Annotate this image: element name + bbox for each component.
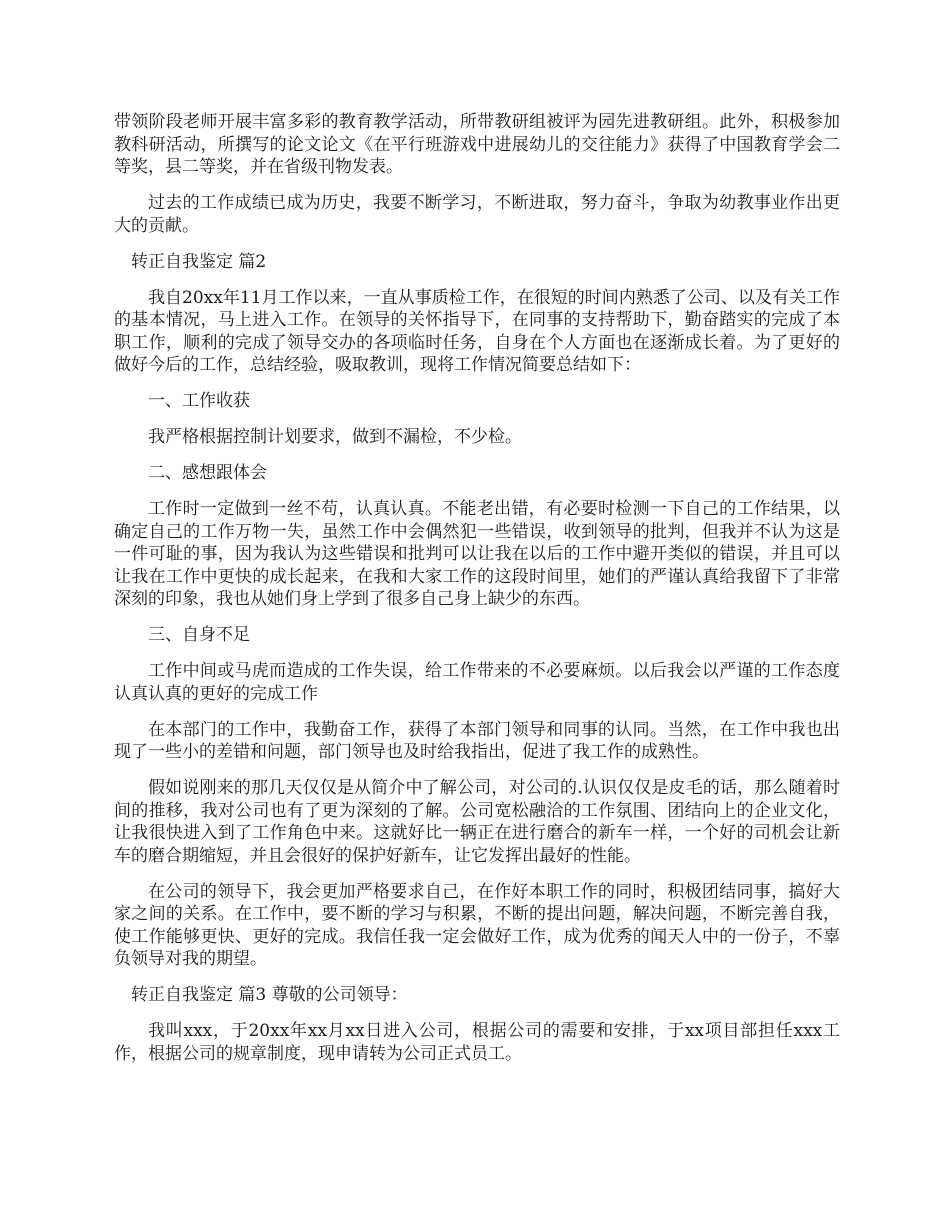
section-heading-part-3: 转正自我鉴定 篇3 尊敬的公司领导： (131, 985, 408, 1005)
subheading-work-gains: 一、工作收获 (148, 391, 250, 411)
paragraph-department-work: 在本部门的工作中，我勤奋工作，获得了本部门领导和同事的认同。当然，在工作中我也出现了一些小的差错和问题，部门领导也及时给我指出，促进了我工作的成熟性。 (114, 719, 840, 762)
paragraph-shortcomings: 工作中间或马虎而造成的工作失误，给工作带来的不必要麻烦。以后我会以严谨的工作态度认真认真的更好的完成工作 (114, 661, 840, 704)
section-heading-part-2: 转正自我鉴定 篇2 (131, 251, 267, 272)
subheading-reflections: 二、感想跟体会 (148, 463, 267, 483)
paragraph-inspection-plan: 我严格根据控制计划要求，做到不漏检，不少检。 (148, 427, 522, 447)
paragraph-teaching-activities: 带领阶段老师开展丰富多彩的教育教学活动，所带教研组被评为园先进教研组。此外，积极参加教科研活动，所撰写的论文论文《在平行班游戏中进展幼儿的交往能力》获得了中国教育学会二等奖，县二等奖，并在省级刊物发表。 (114, 112, 840, 177)
subheading-shortcomings: 三、自身不足 (148, 625, 250, 645)
paragraph-past-achievements: 过去的工作成绩已成为历史，我要不断学习，不断进取，努力奋斗，争取为幼教事业作出更大的贡献。 (114, 193, 840, 236)
paragraph-work-intro: 我自20xx年11月工作以来，一直从事质检工作，在很短的时间内熟悉了公司、以及有关工作的基本情况，马上进入工作。在领导的关怀指导下，在同事的支持帮助下，勤奋踏实的完成了本职工作，顺利的完成了领导交办的各项临时任务，自身在个人方面也在逐渐成长着。为了更好的做好今后的工作，总结经验，吸取教训，现将工作情况简要总结如下： (114, 287, 840, 375)
document-body (114, 111, 840, 1079)
paragraph-application: 我叫xxx，于20xx年xx月xx日进入公司，根据公司的需要和安排，于xx项目部担任xxx工作，根据公司的规章制度，现申请转为公司正式员工。 (114, 1021, 840, 1064)
paragraph-future-commitment: 在公司的领导下，我会更加严格要求自己，在作好本职工作的同时，积极团结同事，搞好大家之间的关系。在工作中，要不断的学习与积累，不断的提出问题，解决问题，不断完善自我，使工作能够更快、更好的完成。我信任我一定会做好工作，成为优秀的闻天人中的一份子，不辜负领导对我的期望。 (114, 881, 840, 969)
paragraph-reflections: 工作时一定做到一丝不苟，认真认真。不能老出错，有必要时检测一下自己的工作结果，以确定自己的工作万物一失，虽然工作中会偶然犯一些错误，收到领导的批判，但我并不认为这是一件可耻的事，因为我认为这些错误和批判可以让我在以后的工作中避开类似的错误，并且可以让我在工作中更快的成长起来，在我和大家工作的这段时间里，她们的严谨认真给我留下了非常深刻的印象，我也从她们身上学到了很多自己身上缺少的东西。 (114, 499, 840, 609)
paragraph-company-understanding: 假如说刚来的那几天仅仅是从简介中了解公司，对公司的.认识仅仅是皮毛的话，那么随着时间的推移，我对公司也有了更为深刻的了解。公司宽松融洽的工作氛围、团结向上的企业文化，让我很快进入到了工作角色中来。这就好比一辆正在进行磨合的新车一样，一个好的司机会让新车的磨合期缩短，并且会很好的保护好新车，让它发挥出最好的性能。 (114, 778, 840, 866)
